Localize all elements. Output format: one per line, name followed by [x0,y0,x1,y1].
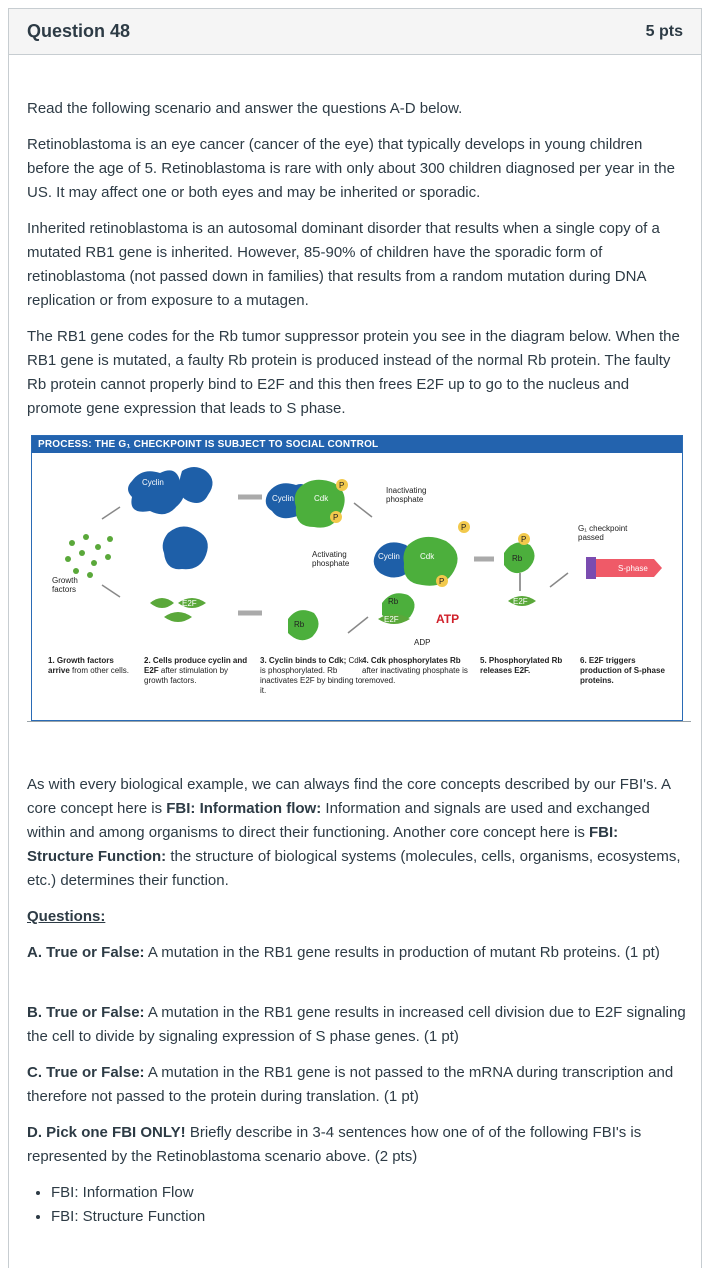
step4-e2f-label: E2F [384,615,399,624]
rb-label: Rb [294,620,305,629]
question-b: B. True or False: A mutation in the RB1 gene results in increased cell division due to E2F signaling the cell to divide by signaling expression of S phase genes. (1 pt) [27,1004,686,1045]
question-header [9,9,701,55]
checkpoint-label-2: passed [578,533,604,542]
intro-text: Read the following scenario and answer the questions A-D below. [27,100,463,117]
step-3-caption: 3. Cyclin binds to Cdk; Cdk is phosphorylated. Rb inactivates E2F by binding to it. [260,656,363,695]
s-phase-label: S-phase [618,564,648,573]
growth-factor-dots [65,534,113,578]
phosphate-label: P [339,481,345,490]
fbi-options-list [27,1181,651,1229]
e2f-label: E2F [182,599,197,608]
activating-label-2: phosphate [312,559,350,568]
question-points: 5 pts [645,22,683,40]
step4-cyclin-label: Cyclin [378,552,400,561]
step-1-caption: 1. Growth factors arrive from other cells. [48,656,129,675]
arrow-icon [354,503,372,517]
figure-title: PROCESS: THE G₁ CHECKPOINT IS SUBJECT TO SOCIAL CONTROL [32,436,682,453]
paragraph-rb1: The RB1 gene codes for the Rb tumor suppressor protein you see in the diagram below. When the RB1 gene is mutated, a faulty Rb protein is produced instead of the normal Rb protein. The faulty Rb protein cannot properly bind to E2F and this then frees E2F up to go to the nucleus and promote gene expression that leads to S phase. [27,328,680,417]
phosphorylated-rb [504,533,536,606]
question-d: D. Pick one FBI ONLY! Briefly describe in 3-4 sentences how one of of the following FBI's is represented by the Retinoblastoma scenario above. (2 pts) [27,1124,642,1165]
growth-factors-label-1: Growth [52,576,78,585]
step5-rb-label: Rb [512,554,523,563]
s-phase-arrow [586,557,662,579]
figure-divider [27,721,691,722]
step-2-caption: 2. Cells produce cyclin and E2F after stimulation by growth factors. [144,656,248,685]
g1-checkpoint-figure [31,435,683,721]
step4-rb-label: Rb [388,597,399,606]
question-c: C. True or False: A mutation in the RB1 gene is not passed to the mRNA during transcription and therefore not passed to the protein during translation. (1 pt) [27,1064,674,1105]
step-6-caption: 6. E2F triggers production of S-phase proteins. [580,656,665,685]
phosphate-label: P [439,577,445,586]
growth-factors-label-2: factors [52,585,77,594]
inactivating-label-2: phosphate [386,495,424,504]
arrow-icon [102,585,120,597]
adp-label: ADP [414,638,431,647]
fbi-option-structure-function: • FBI: Structure Function [51,1205,651,1229]
activating-label-1: Activating [312,550,347,559]
question-card [8,8,702,1268]
rb-e2f-bound [288,610,319,640]
phosphate-label: P [461,523,467,532]
step-4-caption: 4. Cdk phosphorylates Rb after inactivating phosphate is removed. [362,656,468,685]
checkpoint-label-1: G₁ checkpoint [578,524,628,533]
step-5-caption: 5. Phosphorylated Rb releases E2F. [480,656,563,675]
cyclin-label: Cyclin [142,478,164,487]
arrow-icon [550,573,568,587]
step5-e2f-label: E2F [513,597,528,606]
question-title: Question 48 [27,21,131,41]
questions-heading: Questions: [27,908,106,925]
cyclin-cdk-rb-complex [374,521,470,624]
fbi-option-information-flow: • FBI: Information Flow [51,1181,651,1205]
complex-cdk-label: Cdk [314,494,329,503]
fbi-intro-text: As with every biological example, we can always find the core concepts described by our FBI's. A core concept here is FBI: Information flow: Information and signals are used and exchanged within and among organisms to direct their functioning. Another core concept here is FBI: Structure Function: the structure of biological systems (molecules, cells, organisms, ecosystems, etc.) determines their function. [27,776,681,889]
question-a: A. True or False: A mutation in the RB1 gene results in production of mutant Rb proteins. (1 pt) [27,944,660,961]
paragraph-inherited: Inherited retinoblastoma is an autosomal dominant disorder that results when a single copy of a mutated RB1 gene is inherited. However, 85-90% of children have the sporadic form of retinoblastoma (not passed down in families) that results from a random mutation during DNA replication or from exposure to a mutagen. [27,220,660,309]
cyclin-cdk-complex [266,479,348,528]
step4-cdk-label: Cdk [420,552,435,561]
phosphate-label: P [521,535,527,544]
inactivating-label-1: Inactivating [386,486,427,495]
atp-label: ATP [436,612,460,626]
cyclin-cluster [128,467,213,569]
complex-cyclin-label: Cyclin [272,494,294,503]
paragraph-retinoblastoma: Retinoblastoma is an eye cancer (cancer of the eye) that typically develops in young children before the age of 5. Retinoblastoma is rare with only about 300 children diagnosed per year in the US. It may affect one or both eyes and may be inherited or sporadic. [27,136,675,201]
phosphate-label: P [333,513,339,522]
e2f-cluster [150,598,206,622]
arrow-icon [348,617,368,633]
arrow-icon [102,507,120,519]
